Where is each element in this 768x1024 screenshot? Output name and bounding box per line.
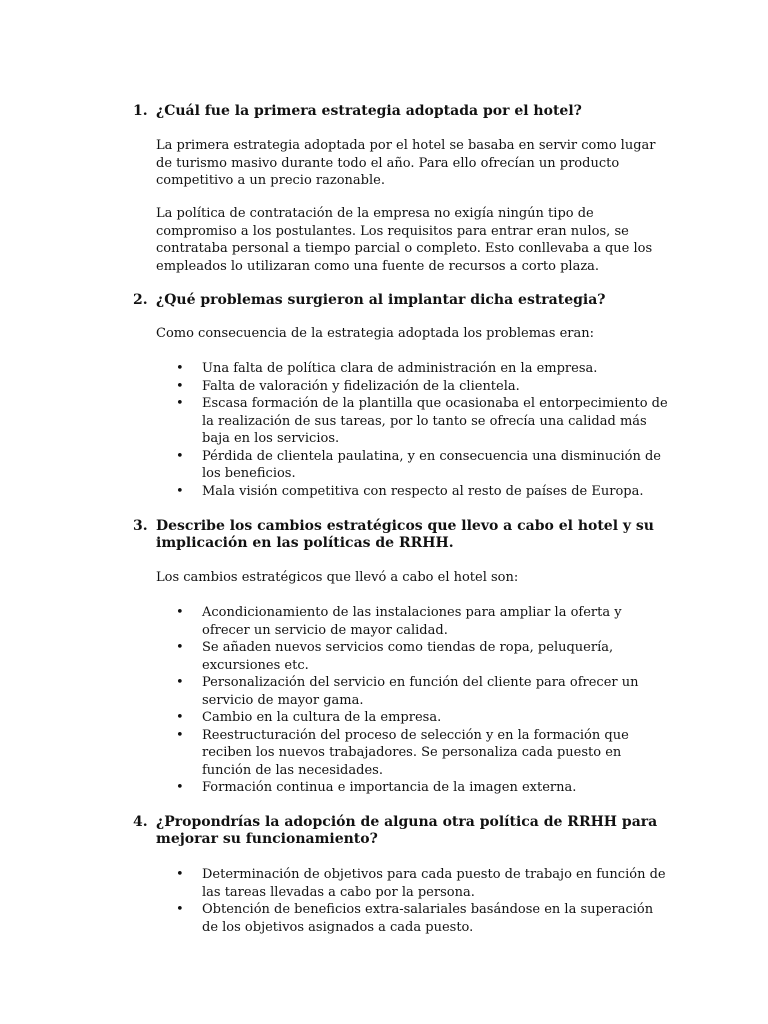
- bullet-icon: •: [176, 727, 184, 743]
- list-item: [0, 901, 672, 936]
- bullet-icon: •: [176, 867, 184, 882]
- bullet-icon: •: [176, 710, 184, 725]
- list-item: [0, 674, 672, 709]
- list-item-text: Personalización del servicio en función del cliente para ofrecer un servicio de mayor gama.: [202, 675, 639, 708]
- list-item-text: Determinación de objetivos para cada puesto de trabajo en función de las tareas llevadas a cabo por la persona.: [202, 867, 666, 900]
- bullet-icon: •: [176, 675, 184, 690]
- list-item: [0, 604, 672, 639]
- bullet-icon: •: [176, 361, 184, 376]
- bullet-icon: •: [176, 605, 184, 620]
- answer-paragraph: La primera estrategia adoptada por el hotel se basaba en servir como lugar de turismo masivo durante todo el año. Para ello ofrecían un producto competitivo a un precio razonable.: [156, 138, 656, 188]
- list-item: [0, 448, 672, 483]
- bullet-icon: •: [176, 483, 184, 499]
- list-item: [0, 395, 672, 448]
- answer-intro: Los cambios estratégicos que llevó a cabo el hotel son:: [156, 570, 519, 585]
- bullet-icon: •: [176, 640, 184, 655]
- answer-paragraph: La política de contratación de la empresa no exigía ningún tipo de compromiso a los postulantes. Los requisitos para entrar eran nulos, se contrataba personal a tiempo parcial o completo. Esto conllevaba a que los empleados lo utilizaran como una fuente de recursos a corto plaza.: [156, 206, 653, 274]
- bullet-icon: •: [176, 902, 184, 917]
- list-item: [0, 779, 672, 797]
- list-item-text: Formación continua e importancia de la imagen externa.: [202, 780, 577, 795]
- list-item-text: Obtención de beneficios extra-salariales basándose en la superación de los objetivos asignados a cada puesto.: [202, 902, 654, 935]
- list-item: [0, 378, 672, 396]
- list-item-text: Pérdida de clientela paulatina, y en consecuencia una disminución de los beneficios.: [202, 448, 661, 481]
- list-item: [0, 360, 672, 378]
- bullet-icon: •: [176, 396, 184, 411]
- answer-intro: Como consecuencia de la estrategia adoptada los problemas eran:: [156, 326, 594, 341]
- list-item: [0, 866, 672, 901]
- question-text: Describe los cambios estratégicos que llevo a cabo el hotel y su implicación en las políticas de RRHH.: [156, 518, 654, 551]
- question-number: 3.: [133, 518, 148, 534]
- bullet-icon: •: [176, 780, 184, 795]
- question-number: 1.: [133, 103, 148, 119]
- bullet-list: [0, 604, 768, 797]
- list-item-text: Falta de valoración y fidelización de la clientela.: [202, 378, 520, 394]
- bullet-icon: •: [176, 378, 184, 394]
- question-number: 2.: [133, 292, 148, 308]
- bullet-icon: •: [176, 448, 184, 464]
- bullet-list: [0, 360, 768, 500]
- list-item-text: Escasa formación de la plantilla que ocasionaba el entorpecimiento de la realización de sus tareas, por lo tanto se ofrecía una calidad más baja en los servicios.: [202, 396, 668, 446]
- list-item: [0, 483, 672, 501]
- list-item-text: Reestructuración del proceso de selección y en la formación que reciben los nuevos trabajadores. Se personaliza cada puesto en función de las necesidades.: [202, 727, 629, 778]
- list-item: [0, 639, 672, 674]
- list-item: [0, 727, 672, 780]
- list-item: [0, 709, 672, 727]
- question-text: ¿Cuál fue la primera estrategia adoptada por el hotel?: [156, 103, 582, 119]
- question-text: ¿Qué problemas surgieron al implantar dicha estrategia?: [156, 292, 606, 308]
- list-item-text: Se añaden nuevos servicios como tiendas de ropa, peluquería, excursiones etc.: [202, 640, 614, 673]
- list-item-text: Una falta de política clara de administración en la empresa.: [202, 361, 598, 376]
- list-item-text: Mala visión competitiva con respecto al resto de países de Europa.: [202, 483, 644, 499]
- question-number: 4.: [133, 814, 148, 830]
- list-item-text: Acondicionamiento de las instalaciones para ampliar la oferta y ofrecer un servicio de mayor calidad.: [202, 605, 622, 638]
- bullet-list: [0, 866, 768, 936]
- list-item-text: Cambio en la cultura de la empresa.: [202, 710, 442, 725]
- question-text: ¿Propondrías la adopción de alguna otra política de RRHH para mejorar su funcionamiento?: [156, 814, 658, 847]
